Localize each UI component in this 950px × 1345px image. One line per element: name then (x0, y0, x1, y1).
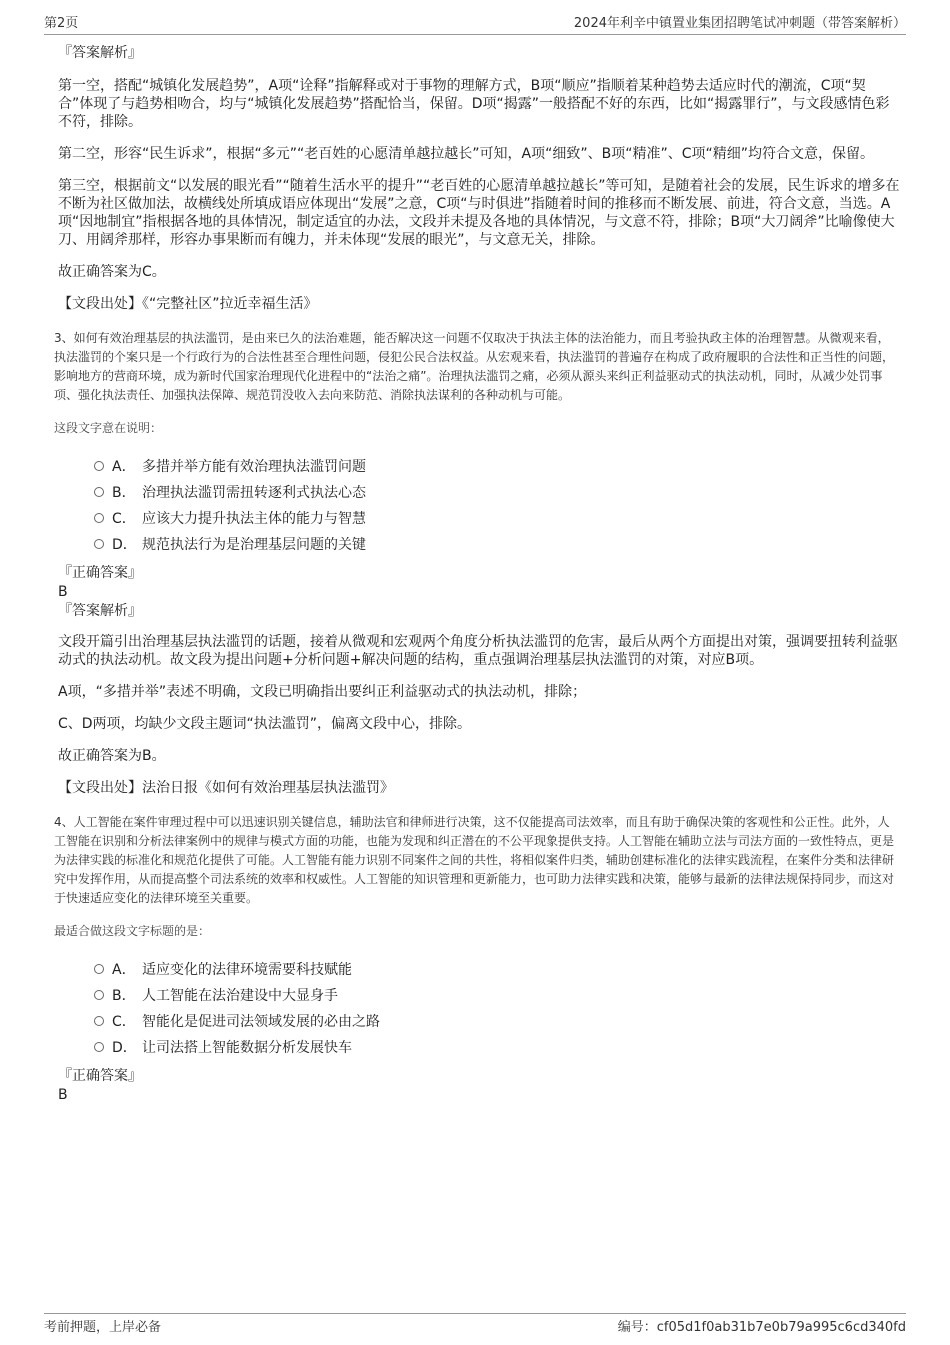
option-list (94, 454, 900, 558)
question-4 (54, 813, 900, 1105)
analysis-paragraph: A项，“多措并举”表述不明确，文段已明确指出要纠正利益驱动式的执法动机，排除； (58, 684, 587, 700)
option-d[interactable]: D． 让司法搭上智能数据分析发展快车 (94, 1035, 900, 1061)
option-a[interactable]: A． 适应变化的法律环境需要科技赋能 (94, 957, 900, 983)
correct-answer: B (58, 584, 68, 600)
question-3 (54, 329, 900, 797)
option-a[interactable]: A． 多措并举方能有效治理执法滥罚问题 (94, 454, 900, 480)
radio-icon[interactable] (94, 487, 104, 497)
answer-tag: 『正确答案』 (58, 565, 142, 581)
analysis-paragraph: 第一空，搭配“城镇化发展趋势”，A项“诠释”指解释或对于事物的理解方式，B项“顺应”指顺着某种趋势去适应时代的潮流，C项“契合”体现了与趋势相吻合，均与“城镇化发展趋势”搭配恰当，保留。D项“揭露”一般搭配不好的东西，比如“揭露罪行”，与文段感情色彩不符，排除。 (58, 78, 890, 130)
answer-conclusion: 故正确答案为C。 (58, 264, 166, 280)
analysis-tag: 『答案解析』 (58, 603, 142, 619)
question-passage: 4、人工智能在案件审理过程中可以迅速识别关键信息，辅助法官和律师进行决策，这不仅能提高司法效率，而且有助于确保决策的客观性和公正性。此外，人工智能在识别和分析法律案例中的规律与模式方面的功能，也能为发现和纠正潜在的不公平现象提供支持。人工智能在辅助立法与司法方面的一致性特点，更是为法律实践的标准化和规范化提供了可能。人工智能有能力识别不同案件之间的共性，将相似案件归类，辅助创建标准化的法律实践流程，在案件分类和法律研究中发挥作用，从而提高整个司法系统的效率和权威性。人工智能的知识管理和更新能力，也可助力法律实践和决策，能够与最新的法律法规保持同步，而这对于快速适应变化的法律环境至关重要。 (54, 815, 895, 905)
source-citation: 【文段出处】《“完整社区”拉近幸福生活》 (58, 296, 318, 312)
radio-icon[interactable] (94, 461, 104, 471)
radio-icon[interactable] (94, 1042, 104, 1052)
question-prompt: 这段文字意在说明： (54, 421, 163, 435)
question-2-analysis (54, 44, 900, 313)
footer-slogan: 考前押题，上岸必备 (44, 1320, 162, 1335)
question-passage: 3、如何有效治理基层的执法滥罚，是由来已久的法治难题，能否解决这一问题不仅取决于执法主体的法治能力，而且考验执政主体的治理智慧。从微观来看，执法滥罚的个案只是一个行政行为的合法性甚至合理性问题，侵犯公民合法权益。从宏观来看，执法滥罚的普遍存在构成了政府履职的合法性和正当性的问题，影响地方的营商环境，成为新时代国家治理现代化进程中的“法治之痛”。治理执法滥罚之痛，必须从源头来纠正利益驱动式的执法动机，同时，从减少处罚事项、强化执法责任、加强执法保障、规范罚没收入去向来防范、消除执法谋利的各种动机与可能。 (54, 331, 895, 402)
option-c[interactable]: C． 智能化是促进司法领域发展的必由之路 (94, 1009, 900, 1035)
document-title: 2024年利辛中镇置业集团招聘笔试冲刺题（带答案解析） (573, 16, 906, 31)
page-footer (44, 1313, 906, 1338)
page-content (54, 44, 900, 1105)
radio-icon[interactable] (94, 1016, 104, 1026)
analysis-paragraph: 文段开篇引出治理基层执法滥罚的话题，接着从微观和宏观两个角度分析执法滥罚的危害，最后从两个方面提出对策，强调要扭转利益驱动式的执法动机。故文段为提出问题+分析问题+解决问题的结构，重点强调治理基层执法滥罚的对策，对应B项。 (58, 634, 898, 668)
document-id: 编号：cf05d1f0ab31b7e0b79a995c6cd340fd (617, 1320, 906, 1335)
radio-icon[interactable] (94, 964, 104, 974)
analysis-paragraph: 第三空，根据前文“以发展的眼光看”“随着生活水平的提升”“老百姓的心愿清单越拉越长”等可知，是随着社会的发展，民生诉求的增多在不断为社区做加法，故横线处所填成语应体现出“发展”之意，C项“与时俱进”指随着时间的推移而不断发展、前进，符合文意，当选。A项“因地制宜”指根据各地的具体情况，制定适宜的办法，文段并未提及各地的具体情况，与文意不符，排除；B项“大刀阔斧”比喻像使大刀、用阔斧那样，形容办事果断而有魄力，并未体现“发展的眼光”，与文意无关，排除。 (58, 178, 900, 248)
correct-answer: B (58, 1087, 68, 1103)
question-prompt: 最适合做这段文字标题的是： (54, 924, 211, 938)
radio-icon[interactable] (94, 539, 104, 549)
analysis-paragraph: 第二空，形容“民生诉求”，根据“多元”“老百姓的心愿清单越拉越长”可知，A项“细致”、B项“精准”、C项“精细”均符合文意，保留。 (58, 146, 874, 162)
page-header (44, 12, 906, 35)
option-b[interactable]: B． 人工智能在法治建设中大显身手 (94, 983, 900, 1009)
option-d[interactable]: D． 规范执法行为是治理基层问题的关键 (94, 532, 900, 558)
radio-icon[interactable] (94, 513, 104, 523)
answer-conclusion: 故正确答案为B。 (58, 748, 166, 764)
option-b[interactable]: B． 治理执法滥罚需扭转逐利式执法心态 (94, 480, 900, 506)
analysis-tag: 『答案解析』 (58, 45, 142, 61)
radio-icon[interactable] (94, 990, 104, 1000)
option-list (94, 957, 900, 1061)
analysis-paragraph: C、D两项，均缺少文段主题词“执法滥罚”，偏离文段中心，排除。 (58, 716, 472, 732)
option-c[interactable]: C． 应该大力提升执法主体的能力与智慧 (94, 506, 900, 532)
page-number: 第2页 (44, 16, 79, 31)
source-citation: 【文段出处】法治日报《如何有效治理基层执法滥罚》 (58, 780, 394, 796)
answer-tag: 『正确答案』 (58, 1068, 142, 1084)
